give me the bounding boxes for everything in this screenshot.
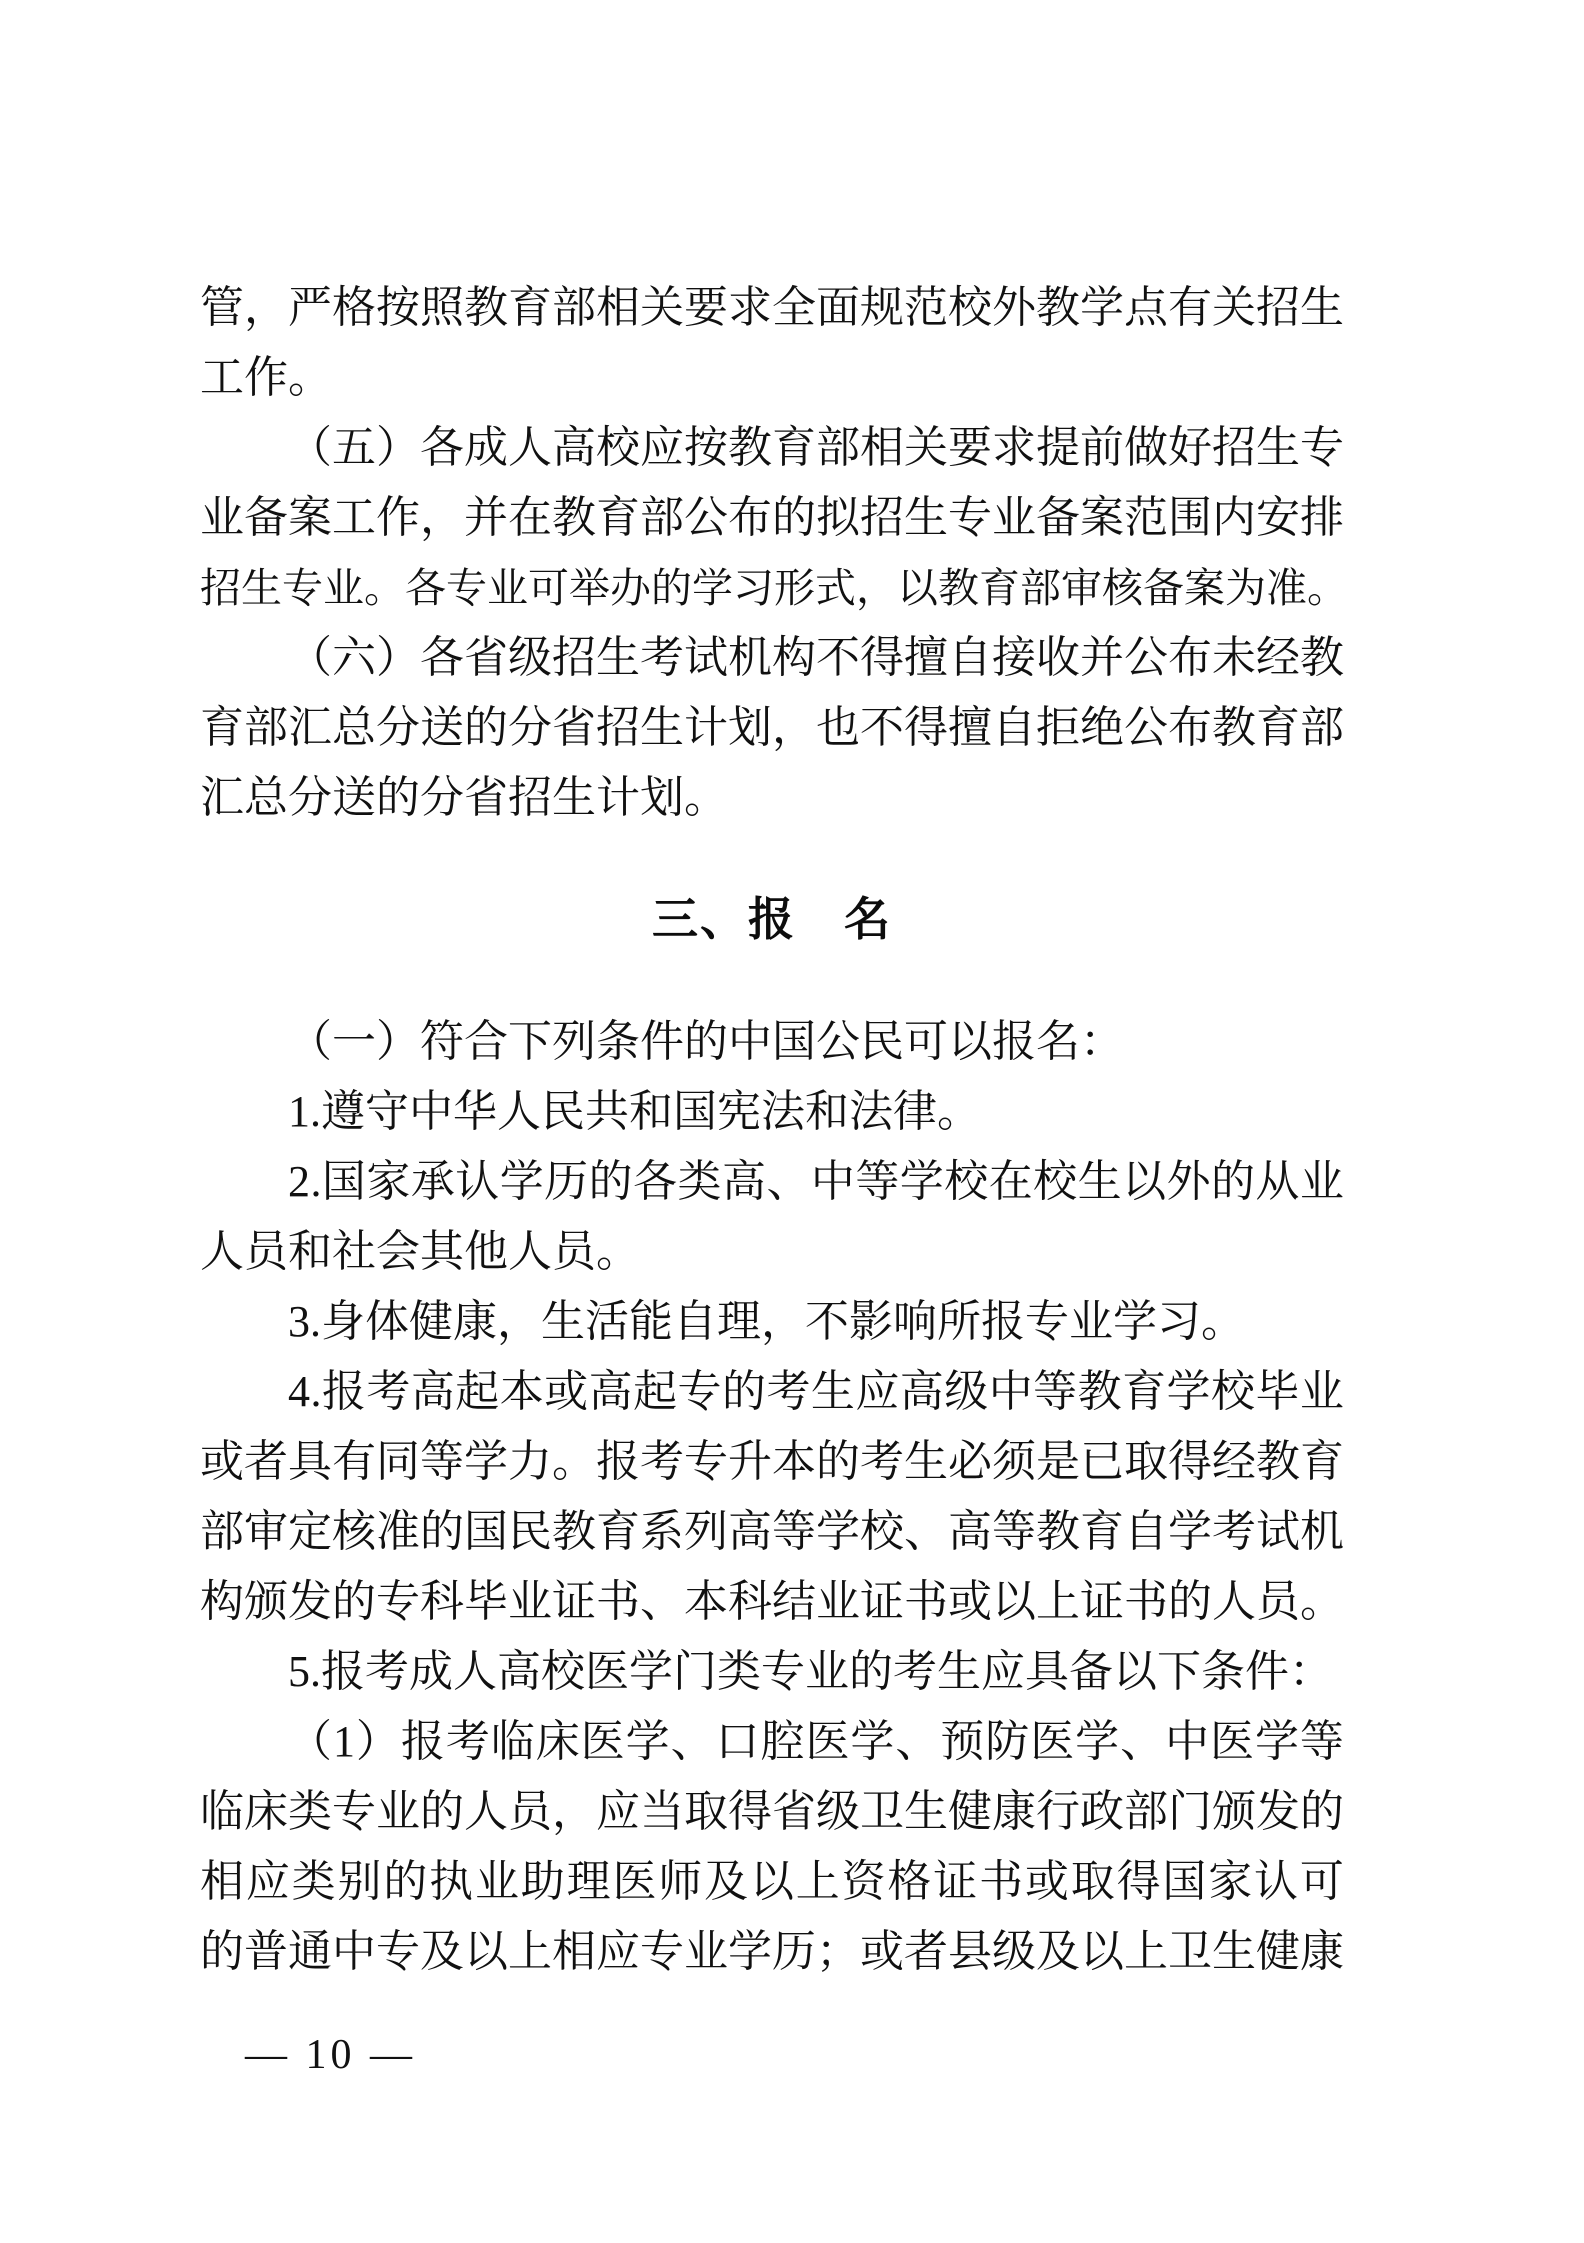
section-heading: 三、报 名 [652,893,892,945]
doc-line: 管 ， 严 格 按 照 教 育 部 相 关 要 求 全 面 规 范 校 外 教 学 点 有 关 招 生 [200,283,1344,332]
page-number: — 10 — [245,2032,416,2078]
doc-line: 相 应 类 别 的 执 业 助 理 医 师 及 以 上 资 格 证 书 或 取 得 国 家 认 可 [200,1857,1344,1906]
doc-line: 1.遵守中华人民共和国宪法和法律。 [288,1087,981,1136]
document-text-block [200,273,1348,1987]
doc-line: 或 者 具 有 同 等 学 力 。 报 考 专 升 本 的 考 生 必 须 是 已 取 得 经 教 育 [200,1437,1344,1486]
doc-line: （ 五 ） 各 成 人 高 校 应 按 教 育 部 相 关 要 求 提 前 做 好 招 生 专 [288,423,1344,472]
doc-line: 5.报考成人高校医学门类专业的考生应具备以下条件： [288,1647,1333,1696]
doc-line: （ 1 ） 报 考 临 床 医 学 、 口 腔 医 学 、 预 防 医 学 、 中 医 学 等 [288,1717,1344,1766]
doc-line: （一）符合下列条件的中国公民可以报名： [288,1017,1124,1066]
doc-line: 业 备 案 工 作 ， 并 在 教 育 部 公 布 的 拟 招 生 专 业 备 案 范 围 内 安 排 [200,493,1344,542]
doc-line: 4 . 报 考 高 起 本 或 高 起 专 的 考 生 应 高 级 中 等 教 育 学 校 毕 业 [288,1367,1344,1416]
doc-line: 3.身体健康，生活能自理，不影响所报专业学习。 [288,1297,1245,1346]
doc-line: 构 颁 发 的 专 科 毕 业 证 书 、 本 科 结 业 证 书 或 以 上 证 书 的 人 员 。 [200,1577,1344,1626]
doc-line: 工作。 [200,353,332,402]
doc-line: 人员和社会其他人员。 [200,1227,640,1276]
doc-line: 育 部 汇 总 分 送 的 分 省 招 生 计 划 ， 也 不 得 擅 自 拒 绝 公 布 教 育 部 [200,703,1344,752]
doc-line: 部 审 定 核 准 的 国 民 教 育 系 列 高 等 学 校 、 高 等 教 育 自 学 考 试 机 [200,1507,1344,1556]
doc-line: （ 六 ） 各 省 级 招 生 考 试 机 构 不 得 擅 自 接 收 并 公 布 未 经 教 [288,633,1344,682]
doc-line: 临 床 类 专 业 的 人 员 ， 应 当 取 得 省 级 卫 生 健 康 行 政 部 门 颁 发 的 [200,1787,1344,1836]
doc-line: 招 生 专 业 。 各 专 业 可 举 办 的 学 习 形 式 ， 以 教 育 部 审 核 备 案 为 准 。 [200,565,1348,611]
doc-line: 2 . 国 家 承 认 学 历 的 各 类 高 、 中 等 学 校 在 校 生 以 外 的 从 业 [288,1157,1344,1206]
doc-line: 汇总分送的分省招生计划。 [200,773,728,822]
doc-line: 的 普 通 中 专 及 以 上 相 应 专 业 学 历 ； 或 者 县 级 及 以 上 卫 生 健 康 [200,1927,1344,1976]
